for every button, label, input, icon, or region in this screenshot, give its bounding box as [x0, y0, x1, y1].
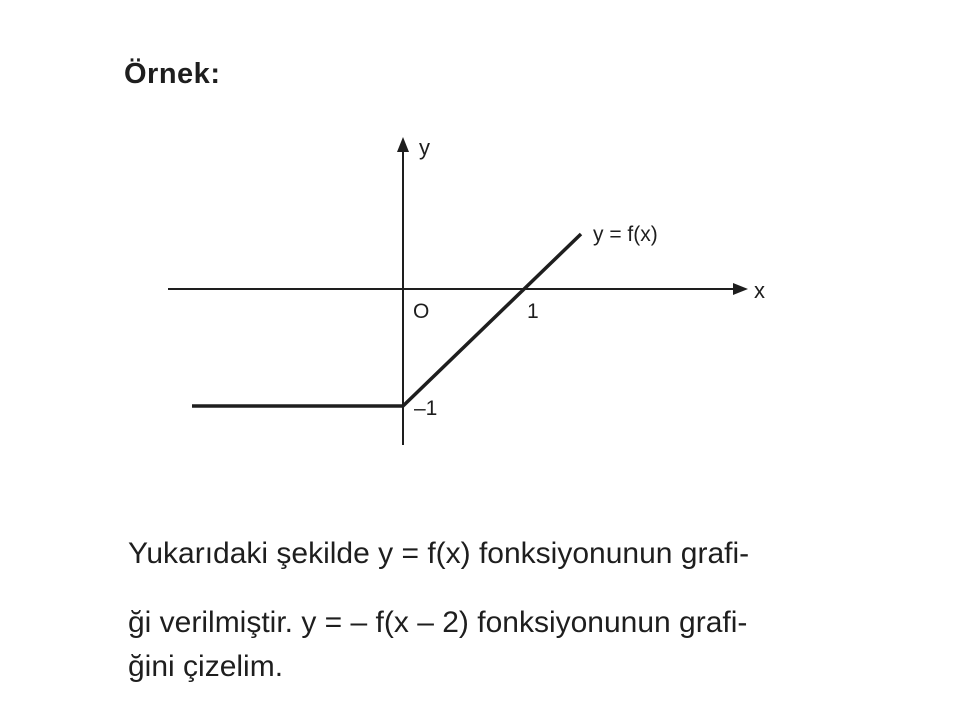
x-tick-label: 1	[527, 300, 539, 323]
example-title: Örnek:	[124, 58, 221, 90]
problem-text-line-1: Yukarıdaki şekilde y = f(x) fonksiyonunun grafi-	[128, 537, 750, 570]
origin-label: O	[413, 300, 430, 323]
y-axis-arrow-icon	[397, 137, 409, 152]
y-tick-label: –1	[414, 397, 438, 420]
x-axis-label: x	[754, 278, 765, 303]
function-label: y = f(x)	[593, 223, 658, 246]
problem-text-line-2: ği verilmiştir. y = – f(x – 2) fonksiyonunun grafi-	[128, 606, 748, 639]
problem-text-line-3: ğini çizelim.	[128, 650, 284, 683]
x-axis-arrow-icon	[733, 283, 748, 295]
function-curve	[192, 234, 581, 406]
y-axis-label: y	[419, 135, 430, 160]
